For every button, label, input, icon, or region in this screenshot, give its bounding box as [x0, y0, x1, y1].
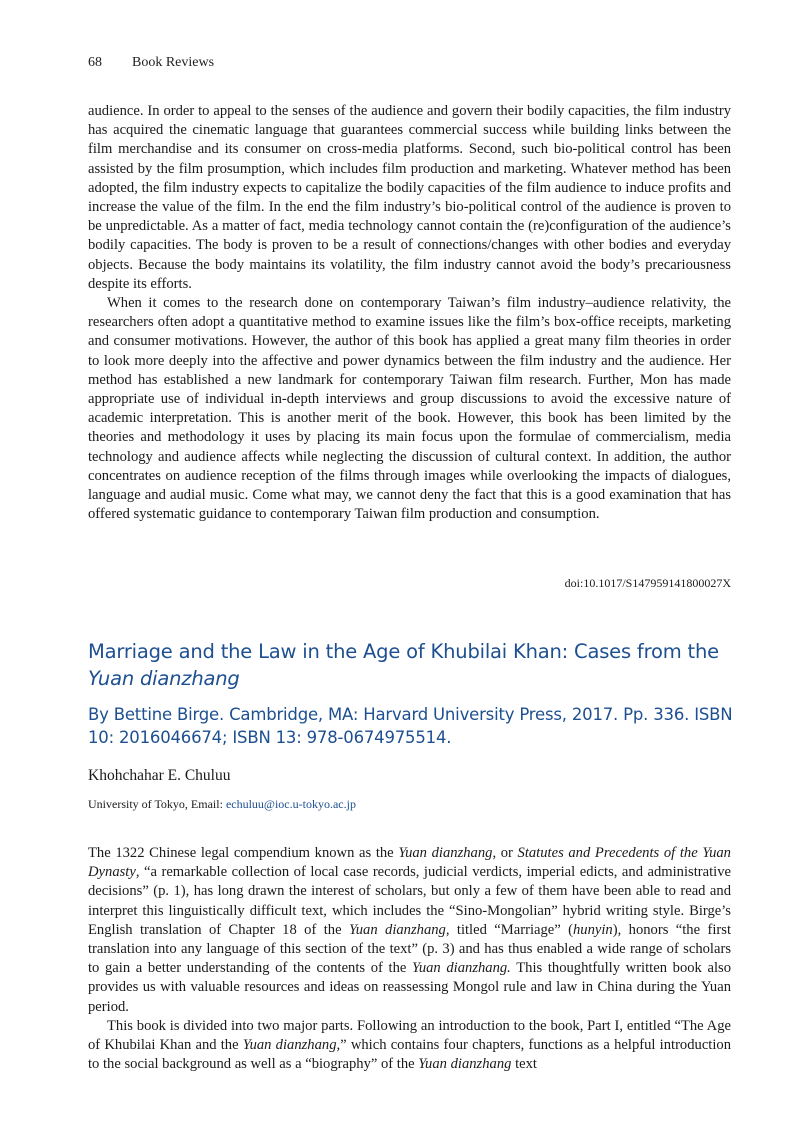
- text-run: When it comes to the research done on contemporary Taiwan’s film industry–audience relativity, the researchers often adopt a quantitative method to examine issues like the film’s box-office receipts, marketing and consumer motivations. However, the author of this book has applied a great many film theories in order to look more deeply into the affective and power dynamics between the film industry and the audience. Her method has established a new landmark for contemporary Taiwan film research. Further, Mon has made appropriate use of individual in-depth interviews and group discussions to avoid the excessive nature of academic interpretation. This is another merit of the book. However, this book has been limited by the theories and methodology it uses by placing its main focus upon the formulae of commercialism, media technology and audience affects while neglecting the discussion of cultural context. In addition, the author concentrates on audience reception of the films through images while overlooking the impacts of dialogues, language and audial music. Come what may, we cannot deny the fact that this is a good examination that has offered systematic guidance to contemporary Taiwan film production and consumption.: [88, 295, 731, 523]
- review2-paragraph-2: [88, 1017, 731, 1075]
- text-run: This thoughtfully written book also provides us with valuable resources and ideas on reassessing Mongol rule and law in China during the Yuan period.: [88, 960, 732, 1015]
- italic-run: Yuan dianzhang,: [242, 1037, 341, 1054]
- reviewer-affiliation: [88, 797, 356, 812]
- review2-body: [88, 844, 731, 1074]
- title-main: Marriage and the Law in the Age of Khubilai Khan: Cases from the: [88, 640, 719, 663]
- running-head: [88, 55, 214, 71]
- italic-run: Yuan dianzhang.: [412, 960, 511, 977]
- italic-run: hunyin: [573, 921, 613, 938]
- doi: doi:10.1017/S147959141800027X: [564, 576, 731, 590]
- text-run: This book is divided into two major parts. Following an introduction to the book, Part I, entitled “The Age of Khubilai Khan and the: [88, 1017, 731, 1054]
- text-run: , titled “Marriage” (: [445, 921, 573, 938]
- review1-paragraph-1: [88, 102, 731, 294]
- reviewer-name: Khohchahar E. Chuluu: [88, 767, 231, 784]
- italic-run: Yuan dianzhang: [418, 1056, 512, 1073]
- page-number: 68: [88, 55, 102, 70]
- text-run: text: [511, 1056, 537, 1073]
- review1-paragraph-2: [88, 294, 731, 524]
- review1-body: [88, 102, 731, 524]
- italic-run: Yuan dianzhang: [398, 845, 493, 861]
- italic-run: Yuan dianzhang: [348, 921, 446, 938]
- text-run: audience. In order to appeal to the senses of the audience and govern their bodily capacities, the film industry has acquired the cinematic language that guarantees commercial success while building links between the film merchandise and its consumer on cross-media platforms. Second, such bio-political control has been assisted by the film prosumption, which includes film production and marketing. Whatever method has been adopted, the film industry expects to capitalize the bodily capacities of the film audience to induce profits and increase the value of the film. In the end the film industry’s bio-political control of the audience is proven to be unpredictable. As a matter of fact, media technology cannot contain the (re)configuration of the audience’s bodily capacities. The body is proven to be a result of connections/changes with other bodies and everyday objects. Because the body maintains its volatility, the film industry cannot avoid the body’s precariousness despite its efforts.: [88, 103, 731, 292]
- text-run: The 1322 Chinese legal compendium known as the: [88, 845, 399, 861]
- text-run: ” which contains four chapters, functions as a helpful introduction to the social background as well as a “biography” of the: [88, 1037, 731, 1073]
- text-run: , or: [492, 845, 518, 861]
- review2-paragraph-1: [88, 844, 731, 1017]
- email-link[interactable]: echuluu@ioc.u-tokyo.ac.jp: [225, 797, 356, 811]
- title-italic: Yuan dianzhang: [88, 667, 240, 690]
- review2-byline: By Bettine Birge. Cambridge, MA: Harvard University Press, 2017. Pp. 336. ISBN 10: 2016046674; ISBN 13: 978-0674975514.: [88, 705, 733, 747]
- italic-run: Statutes and Precedents of the Yuan Dynasty: [88, 845, 731, 881]
- section-name: Book Reviews: [132, 55, 215, 70]
- text-run: ), honors “the first translation into any language of this section of the text” (p. 3) and has thus enabled a wide range of scholars to gain a better understanding of the contents of the: [88, 921, 731, 977]
- text-run: , “a remarkable collection of local case records, judicial verdicts, imperial edicts, and administrative decisions” (p. 1), has long drawn the interest of scholars, but only a few of them have been able to read and interpret this linguistically difficult text, which includes the “Sino-Mongolian” hybrid writing style. Birge’s English translation of Chapter 18 of the: [88, 864, 731, 938]
- review2-title: [88, 638, 748, 692]
- affiliation-text: University of Tokyo, Email:: [88, 797, 226, 811]
